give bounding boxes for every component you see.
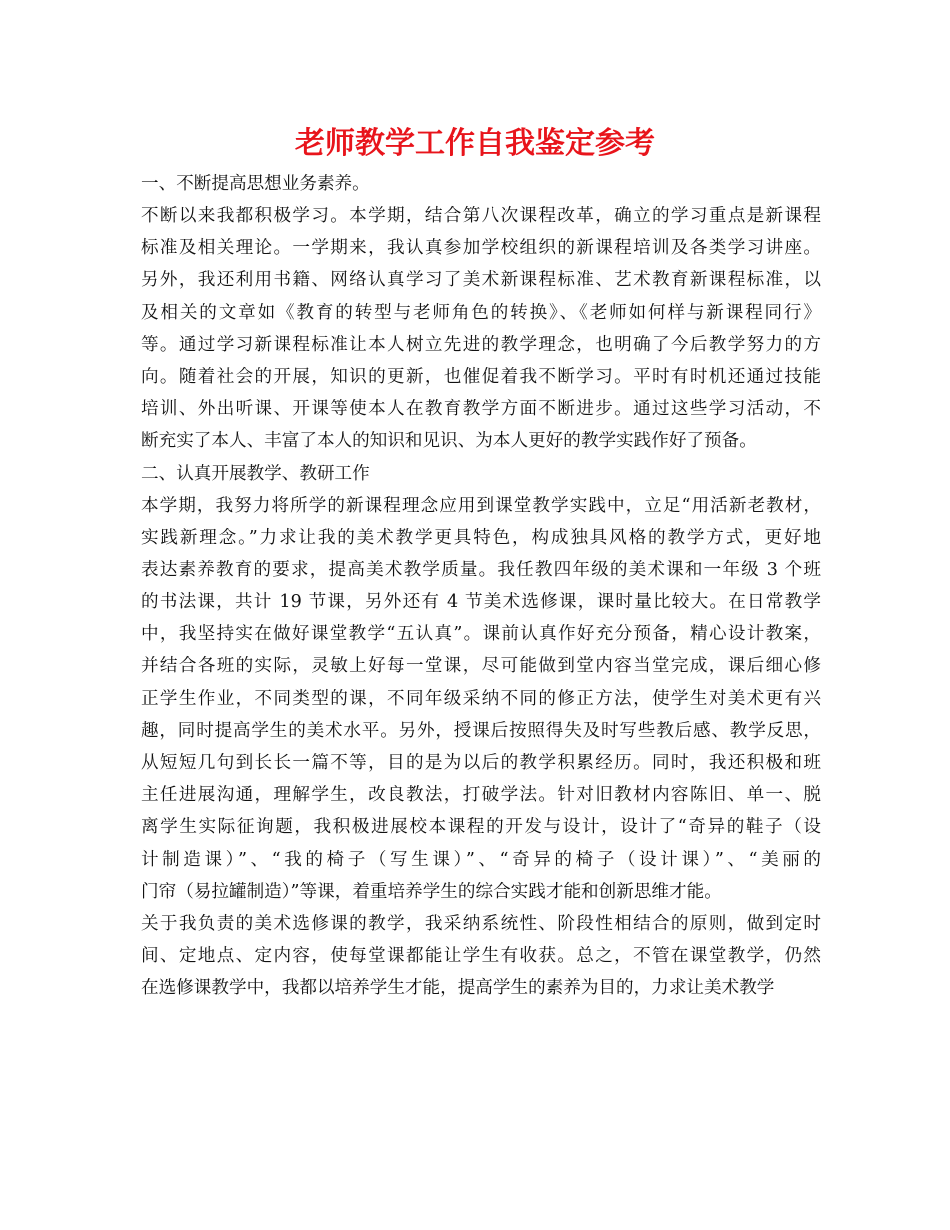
text-line: 等。通过学习新课程标准让本人树立先进的教学理念，也明确了今后教学努力的方 <box>141 334 821 355</box>
text-line: 正学生作业，不同类型的课，不同年级采纳不同的修正方法，使学生对美术更有兴 <box>141 688 821 709</box>
text-line: 的书法课，共计 19 节课，另外还有 4 节美术选修课，课时量比较大。在日常教学 <box>141 592 821 613</box>
document-body <box>141 168 821 1005</box>
text-line: 标准及相关理论。一学期来，我认真参加学校组织的新课程培训及各类学习讲座。 <box>141 238 821 259</box>
text-line: 主任进展沟通，理解学生，改良教法，打破学法。针对旧教材内容陈旧、单一、脱 <box>141 785 821 806</box>
text-line: 门帘（易拉罐制造）”等课，着重培养学生的综合实践才能和创新思维才能。 <box>141 881 722 902</box>
text-line: 中，我坚持实在做好课堂教学“五认真”。课前认真作好充分预备，精心设计教案， <box>141 624 821 645</box>
text-line: 及相关的文章如《教育的转型与老师角色的转换》、《老师如何样与新课程同行》 <box>141 302 821 323</box>
text-line: 关于我负责的美术选修课的教学，我采纳系统性、阶段性相结合的原则，做到定时 <box>141 913 821 934</box>
text-line: 培训、外出听课、开课等使本人在教育教学方面不断进步。通过这些学习活动，不 <box>141 399 821 420</box>
paragraph <box>141 908 821 1005</box>
text-line: 在选修课教学中，我都以培养学生才能，提高学生的素养为目的，力求让美术教学 <box>141 978 775 999</box>
text-line: 计制造课）”、“我的椅子（写生课）”、“奇异的椅子（设计课）”、“美丽的 <box>141 849 821 870</box>
text-line: 实践新理念。”力求让我的美术教学更具特色，构成独具风格的教学方式，更好地 <box>141 527 821 548</box>
text-line: 趣，同时提高学生的美术水平。另外，授课后按照得失及时写些教后感、教学反思， <box>141 720 821 741</box>
text-line: 另外，我还利用书籍、网络认真学习了美术新课程标准、艺术教育新课程标准，以 <box>141 270 821 291</box>
paragraph <box>141 490 821 908</box>
text-line: 不断以来我都积极学习。本学期，结合第八次课程改革，确立的学习重点是新课程 <box>141 206 821 226</box>
paragraph <box>141 200 821 458</box>
text-line: 断充实了本人、丰富了本人的知识和见识、为本人更好的教学实践作好了预备。 <box>141 431 757 452</box>
text-line: 从短短几句到长长一篇不等，目的是为以后的教学积累经历。同时，我还积极和班 <box>141 753 821 773</box>
document-title: 老师教学工作自我鉴定参考 <box>295 126 655 161</box>
text-line: 表达素养教育的要求，提高美术教学质量。我任教四年级的美术课和一年级 3 个班 <box>141 559 821 580</box>
text-line: 并结合各班的实际，灵敏上好每一堂课，尽可能做到堂内容当堂完成，课后细心修 <box>141 656 821 677</box>
text-line: 向。随着社会的开展，知识的更新，也催促着我不断学习。平时有时机还通过技能 <box>141 366 821 387</box>
section-heading: 一、不断提高思想业务素养。 <box>141 174 370 194</box>
section-heading: 二、认真开展教学、教研工作 <box>141 463 370 484</box>
text-line: 间、定地点、定内容，使每堂课都能让学生有收获。总之，不管在课堂教学，仍然 <box>141 946 821 967</box>
text-line: 本学期，我努力将所学的新课程理念应用到课堂教学实践中，立足“用活新老教材， <box>141 495 821 516</box>
text-line: 离学生实际征询题，我积极进展校本课程的开发与设计，设计了“奇异的鞋子（设 <box>141 817 821 838</box>
